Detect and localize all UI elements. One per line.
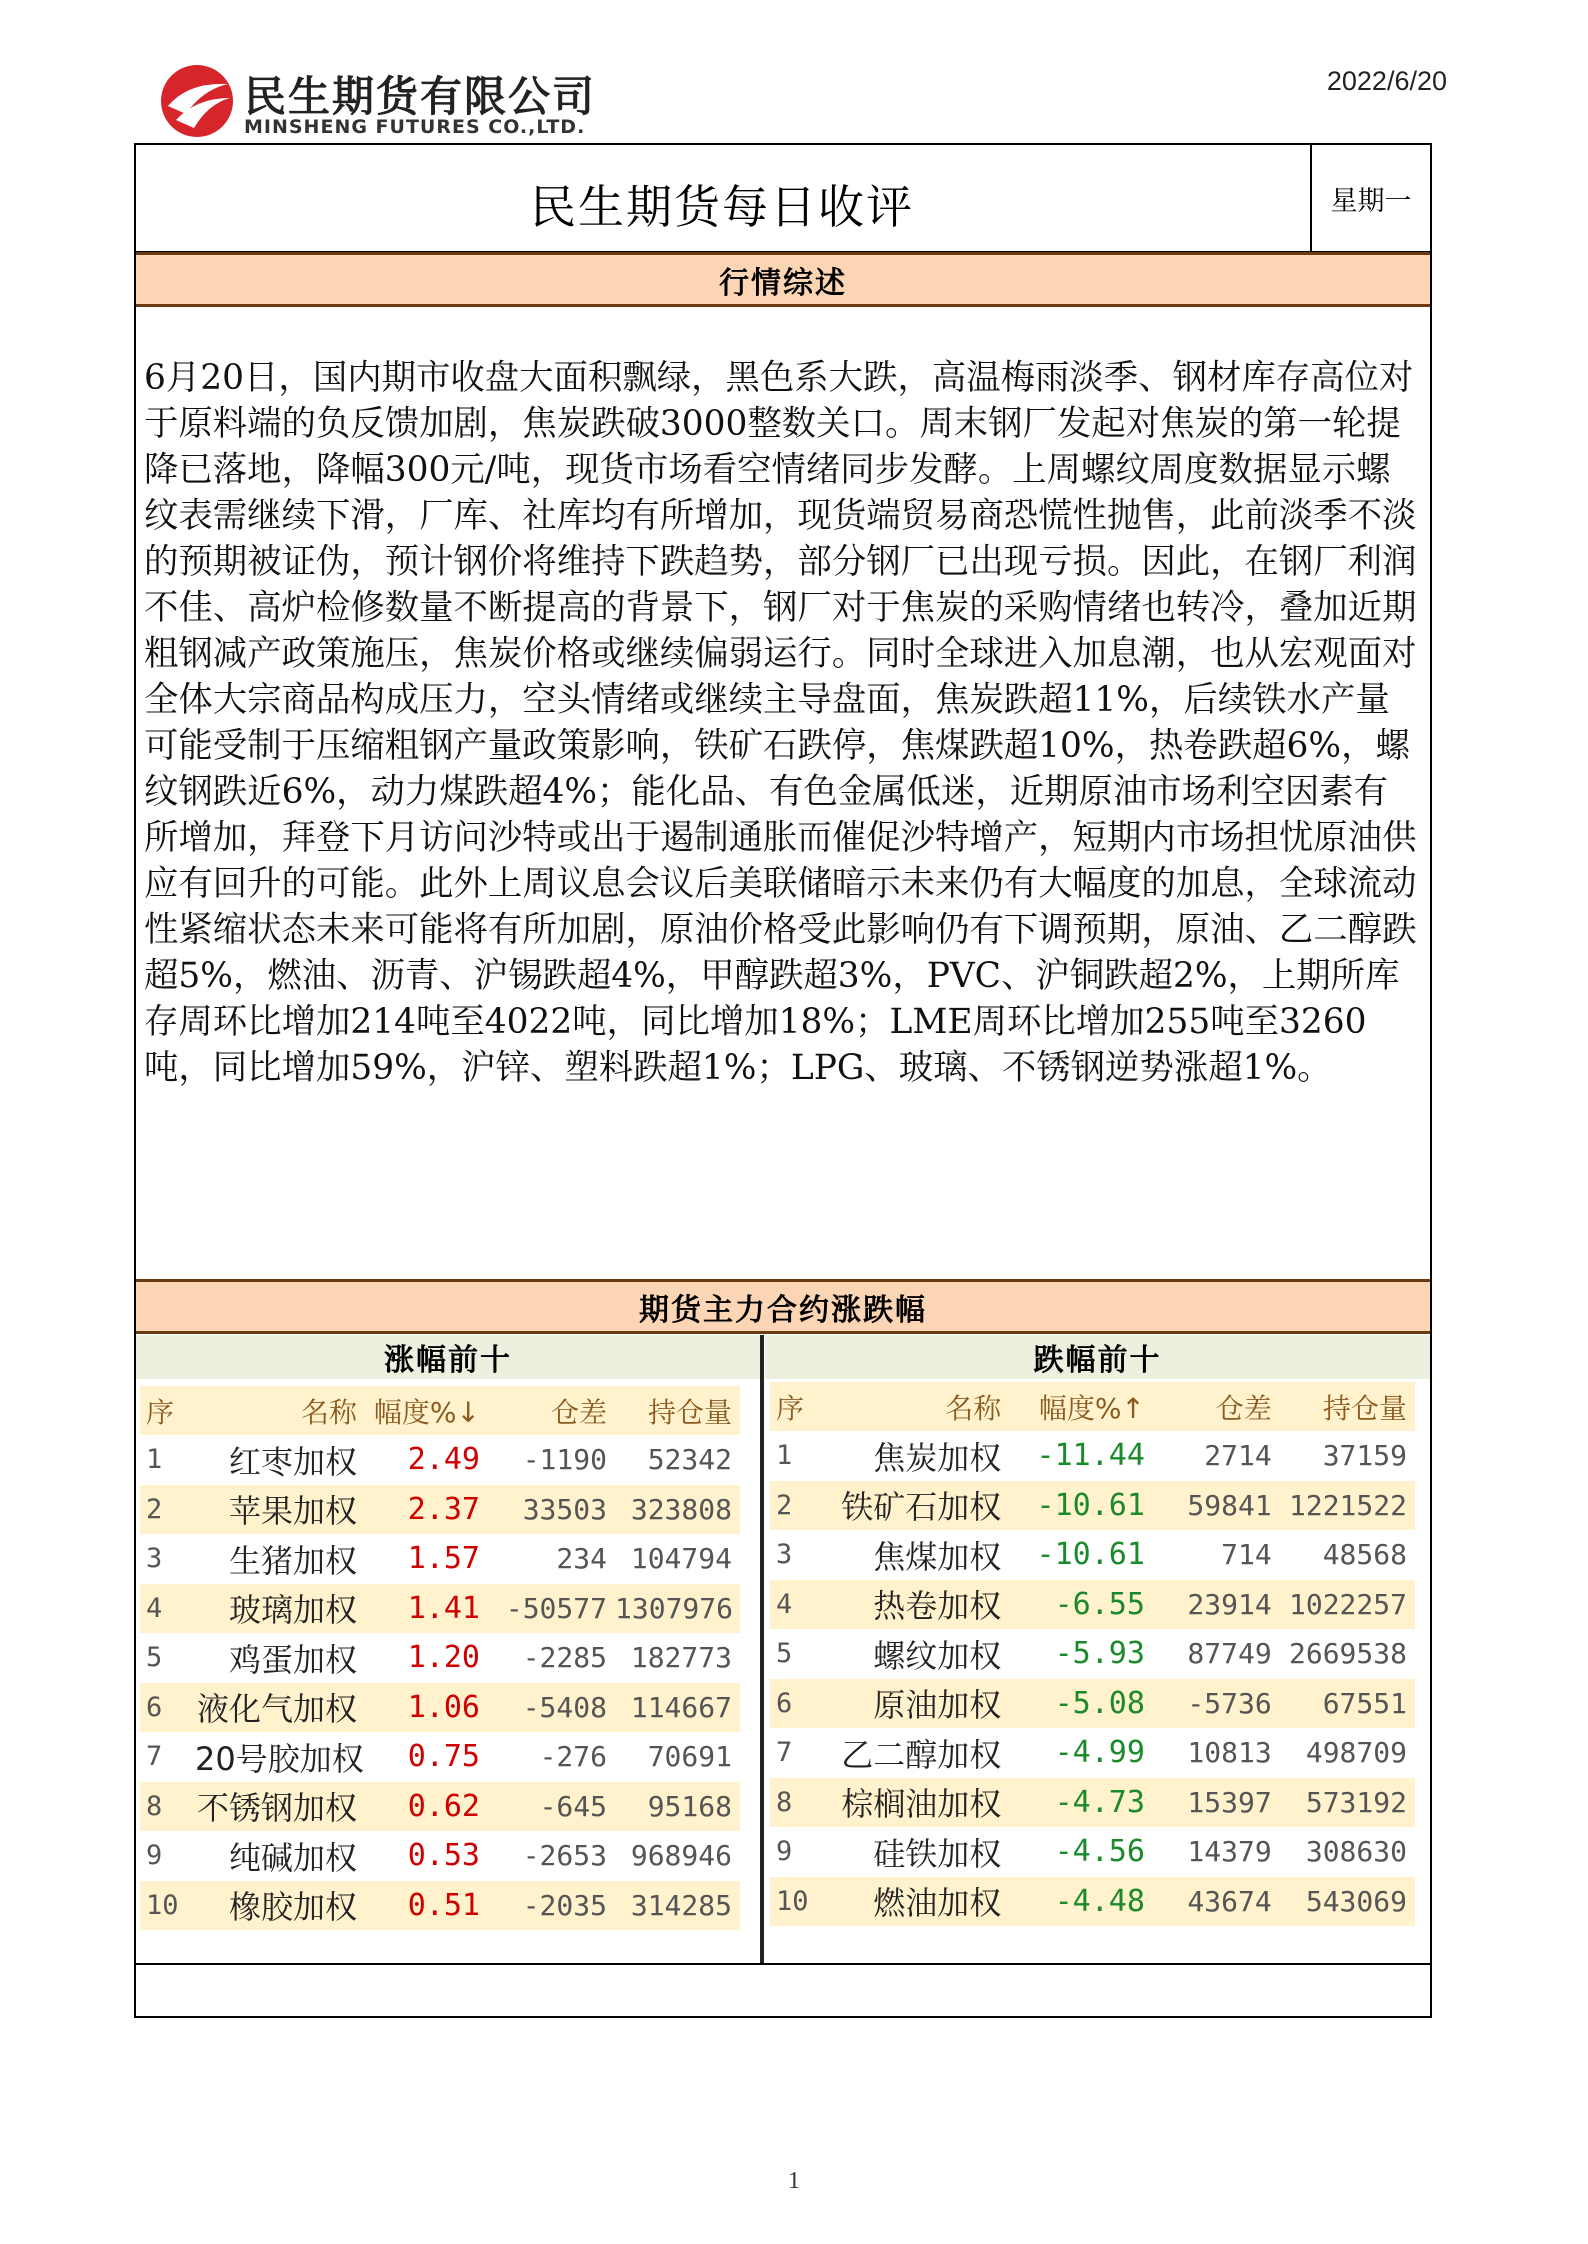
- title-row: [136, 145, 1430, 253]
- losers-col-oi-diff: 仓差: [1155, 1382, 1280, 1431]
- losers-cell-name: 燃油加权: [827, 1877, 1009, 1927]
- losers-row: [770, 1530, 1415, 1580]
- losers-cell-open-interest: 498709: [1305, 1736, 1407, 1770]
- gainers-cell-oi-diff: 234: [556, 1542, 607, 1576]
- gainers-cell-open-interest: 52342: [647, 1443, 732, 1477]
- losers-row: [770, 1431, 1415, 1481]
- losers-cell-name: 铁矿石加权: [827, 1481, 1009, 1531]
- market-summary-text: 6月20日，国内期市收盘大面积飘绿，黑色系大跌，高温梅雨淡季、钢材库存高位对于原料端的负反馈加剧，焦炭跌破3000整数关口。周末钢厂发起对焦炭的第一轮提降已落地，降幅300元/吨，现货市场看空情绪同步发酵。上周螺纹周度数据显示螺纹表需继续下滑，厂库、社库均有所增加，现货端贸易商恐慌性抛售，此前淡季不淡的预期被证伪，预计钢价将维持下跌趋势，部分钢厂已出现亏损。因此，在钢厂利润不佳、高炉检修数量不断提高的背景下，钢厂对于焦炭的采购情绪也转冷，叠加近期粗钢减产政策施压，焦炭价格或继续偏弱运行。同时全球进入加息潮，也从宏观面对全体大宗商品构成压力，空头情绪或继续主导盘面，焦炭跌超11%，后续铁水产量可能受制于压缩粗钢产量政策影响，铁矿石跌停，焦煤跌超10%，热卷跌超6%，螺纹钢跌近6%，动力煤跌超4%；能化品、有色金属低迷，近期原油市场利空因素有所增加，拜登下月访问沙特或出于遏制通胀而催促沙特增产，短期内市场担忧原油供应有回升的可能。此外上周议息会议后美联储暗示未来仍有大幅度的加息，全球流动性紧缩状态未来可能将有所加剧，原油价格受此影响仍有下调预期，原油、乙二醇跌超5%，燃油、沥青、沪锡跌超4%，甲醇跌超3%，PVC、沪铜跌超2%，上期所库存周环比增加214吨至4022吨，同比增加18%；LME周环比增加255吨至3260吨，同比增加59%，沪锌、塑料跌超1%；LPG、玻璃、不锈钢逆势涨超1%。: [144, 358, 1417, 1088]
- losers-row: [770, 1679, 1415, 1729]
- gainers-cell-change: 1.41: [365, 1584, 490, 1634]
- gainers-row: [140, 1435, 740, 1485]
- logo-mark-icon: [158, 62, 236, 140]
- losers-cell-change: -6.55: [1009, 1580, 1155, 1630]
- losers-cell-oi-diff: 23914: [1155, 1580, 1280, 1630]
- gainers-cell-change: 1.06: [365, 1683, 490, 1733]
- losers-cell-change: -4.73: [1009, 1778, 1155, 1828]
- gainers-cell-change: 0.53: [407, 1838, 480, 1874]
- gainers-cell-open-interest: 182773: [630, 1641, 732, 1675]
- losers-cell-name: 原油加权: [827, 1679, 1009, 1729]
- weekday-cell: [1310, 145, 1430, 251]
- losers-cell-change: -11.44: [1036, 1438, 1145, 1474]
- losers-cell-oi-diff: 10813: [1187, 1736, 1272, 1770]
- weekday: 星期一: [1330, 185, 1412, 217]
- losers-cell-idx: 3: [776, 1539, 793, 1571]
- gainers-col-name: 名称: [195, 1386, 365, 1435]
- losers-cell-oi-diff: 14379: [1187, 1835, 1272, 1869]
- futures-moves-heading: 期货主力合约涨跌幅: [136, 1279, 1430, 1334]
- losers-cell-open-interest: 543069: [1280, 1877, 1415, 1927]
- losers-row: [770, 1827, 1415, 1877]
- gainers-row: [140, 1831, 740, 1881]
- losers-row: [770, 1877, 1415, 1927]
- gainers-row: [140, 1534, 740, 1584]
- losers-cell-oi-diff: 2714: [1204, 1439, 1272, 1473]
- gainers-cell-oi-diff: -50577: [490, 1584, 615, 1634]
- losers-cell-name: 硅铁加权: [873, 1834, 1002, 1873]
- gainers-cell-idx: 7: [146, 1741, 163, 1773]
- losers-col-open-interest: 持仓量: [1280, 1382, 1415, 1431]
- gainers-cell-open-interest: 95168: [615, 1782, 740, 1832]
- gainers-cell-idx: 6: [140, 1683, 195, 1733]
- gainers-cell-oi-diff: -2285: [522, 1641, 607, 1675]
- losers-cell-idx: 9: [776, 1836, 793, 1868]
- gainers-cell-name: 20号胶加权: [195, 1739, 364, 1778]
- gainers-cell-open-interest: 968946: [630, 1839, 732, 1873]
- losers-cell-idx: 5: [776, 1638, 793, 1670]
- gainers-cell-idx: 9: [146, 1840, 163, 1872]
- gainers-cell-change: 2.37: [365, 1485, 490, 1535]
- losers-cell-open-interest: 67551: [1280, 1679, 1415, 1729]
- gainers-cell-name: 液化气加权: [195, 1683, 365, 1733]
- table-bottom-line: [136, 1963, 1430, 1965]
- gainers-cell-idx: 1: [146, 1444, 163, 1476]
- gainers-cell-name: 橡胶加权: [195, 1881, 365, 1931]
- gainers-cell-open-interest: 323808: [615, 1485, 740, 1535]
- losers-cell-name: 螺纹加权: [873, 1636, 1002, 1675]
- company-logo: [158, 62, 628, 144]
- gainers-cell-oi-diff: -2035: [490, 1881, 615, 1931]
- losers-cell-change: -5.93: [1054, 1636, 1145, 1672]
- gainers-cell-oi-diff: -276: [539, 1740, 607, 1774]
- losers-cell-oi-diff: -5736: [1155, 1679, 1280, 1729]
- gainers-cell-idx: 2: [140, 1485, 195, 1535]
- gainers-cell-idx: 8: [140, 1782, 195, 1832]
- losers-col-name: 名称: [827, 1382, 1009, 1431]
- losers-cell-idx: 6: [770, 1679, 827, 1729]
- gainers-cell-open-interest: 1307976: [615, 1584, 740, 1634]
- losers-cell-idx: 8: [770, 1778, 827, 1828]
- losers-cell-open-interest: 1221522: [1280, 1481, 1415, 1531]
- gainers-row: [140, 1683, 740, 1733]
- gainers-cell-oi-diff: -1190: [522, 1443, 607, 1477]
- losers-cell-oi-diff: 714: [1221, 1538, 1272, 1572]
- gainers-col-open-interest: 持仓量: [615, 1386, 740, 1435]
- losers-cell-open-interest: 2669538: [1288, 1637, 1407, 1671]
- losers-row: [770, 1629, 1415, 1679]
- report-title: 民生期货每日收评: [530, 180, 914, 234]
- gainers-cell-oi-diff: 33503: [490, 1485, 615, 1535]
- losers-row: [770, 1728, 1415, 1778]
- gainers-cell-idx: 10: [140, 1881, 195, 1931]
- gainers-cell-idx: 5: [146, 1642, 163, 1674]
- losers-cell-oi-diff: 59841: [1155, 1481, 1280, 1531]
- gainers-cell-name: 苹果加权: [195, 1485, 365, 1535]
- gainers-col-oi-diff: 仓差: [490, 1386, 615, 1435]
- losers-cell-open-interest: 48568: [1322, 1538, 1407, 1572]
- gainers-cell-name: 纯碱加权: [228, 1838, 357, 1877]
- gainers-cell-name: 鸡蛋加权: [228, 1640, 357, 1679]
- losers-row: [770, 1580, 1415, 1630]
- losers-cell-name: 乙二醇加权: [841, 1735, 1002, 1774]
- losers-cell-oi-diff: 43674: [1155, 1877, 1280, 1927]
- losers-cell-change: -4.48: [1009, 1877, 1155, 1927]
- losers-cell-open-interest: 308630: [1305, 1835, 1407, 1869]
- losers-cell-name: 热卷加权: [827, 1580, 1009, 1630]
- losers-col-change-down: 幅度%↑: [1009, 1382, 1155, 1431]
- losers-cell-name: 焦炭加权: [873, 1438, 1002, 1477]
- losers-cell-open-interest: 37159: [1322, 1439, 1407, 1473]
- table-divider: [760, 1335, 764, 1965]
- losers-cell-idx: 1: [776, 1440, 793, 1472]
- gainers-cell-change: 0.62: [365, 1782, 490, 1832]
- gainers-heading: 涨幅前十: [136, 1335, 760, 1379]
- losers-cell-idx: 2: [770, 1481, 827, 1531]
- losers-row: [770, 1481, 1415, 1531]
- report-date: 2022/6/20: [1326, 66, 1447, 96]
- gainers-cell-open-interest: 104794: [630, 1542, 732, 1576]
- gainers-cell-name: 玻璃加权: [195, 1584, 365, 1634]
- gainers-header-row: [140, 1386, 740, 1435]
- gainers-row: [140, 1881, 740, 1931]
- losers-cell-change: -4.56: [1054, 1834, 1145, 1870]
- losers-cell-idx: 4: [770, 1580, 827, 1630]
- gainers-col-idx: 序: [140, 1386, 195, 1435]
- gainers-cell-name: 不锈钢加权: [195, 1782, 365, 1832]
- gainers-row: [140, 1633, 740, 1683]
- losers-col-idx: 序: [770, 1382, 827, 1431]
- losers-cell-open-interest: 573192: [1280, 1778, 1415, 1828]
- gainers-cell-open-interest: 114667: [615, 1683, 740, 1733]
- losers-header-row: [770, 1382, 1415, 1431]
- gainers-cell-change: 0.75: [407, 1739, 480, 1775]
- gainers-row: [140, 1584, 740, 1634]
- gainers-cell-oi-diff: -5408: [490, 1683, 615, 1733]
- gainers-cell-name: 红枣加权: [228, 1442, 357, 1481]
- gainers-cell-change: 1.20: [407, 1640, 480, 1676]
- losers-cell-idx: 7: [776, 1737, 793, 1769]
- losers-cell-name: 焦煤加权: [873, 1537, 1002, 1576]
- losers-cell-change: -4.99: [1054, 1735, 1145, 1771]
- gainers-cell-oi-diff: -2653: [522, 1839, 607, 1873]
- gainers-cell-open-interest: 70691: [647, 1740, 732, 1774]
- gainers-cell-change: 0.51: [365, 1881, 490, 1931]
- losers-cell-change: -10.61: [1036, 1537, 1145, 1573]
- gainers-cell-oi-diff: -645: [490, 1782, 615, 1832]
- losers-row: [770, 1778, 1415, 1828]
- losers-cell-open-interest: 1022257: [1280, 1580, 1415, 1630]
- losers-cell-name: 棕榈油加权: [827, 1778, 1009, 1828]
- gainers-col-change-up: 幅度%↓: [365, 1386, 490, 1435]
- company-name-en: MINSHENG FUTURES CO.,LTD.: [244, 116, 586, 138]
- gainers-row: [140, 1485, 740, 1535]
- market-summary-heading: 行情综述: [136, 252, 1430, 307]
- losers-table: [770, 1382, 1415, 1926]
- losers-cell-oi-diff: 87749: [1187, 1637, 1272, 1671]
- losers-cell-idx: 10: [770, 1877, 827, 1927]
- gainers-cell-change: 1.57: [407, 1541, 480, 1577]
- losers-cell-change: -5.08: [1009, 1679, 1155, 1729]
- gainers-cell-idx: 3: [146, 1543, 163, 1575]
- gainers-cell-open-interest: 314285: [615, 1881, 740, 1931]
- page-number: 1: [788, 2168, 800, 2194]
- gainers-row: [140, 1782, 740, 1832]
- gainers-cell-name: 生猪加权: [228, 1541, 357, 1580]
- gainers-table: [140, 1386, 740, 1930]
- gainers-cell-change: 2.49: [407, 1442, 480, 1478]
- gainers-row: [140, 1732, 740, 1782]
- losers-cell-oi-diff: 15397: [1155, 1778, 1280, 1828]
- company-name-cn: 民生期货有限公司: [244, 72, 597, 121]
- losers-cell-change: -10.61: [1009, 1481, 1155, 1531]
- gainers-cell-idx: 4: [140, 1584, 195, 1634]
- losers-heading: 跌幅前十: [765, 1335, 1430, 1379]
